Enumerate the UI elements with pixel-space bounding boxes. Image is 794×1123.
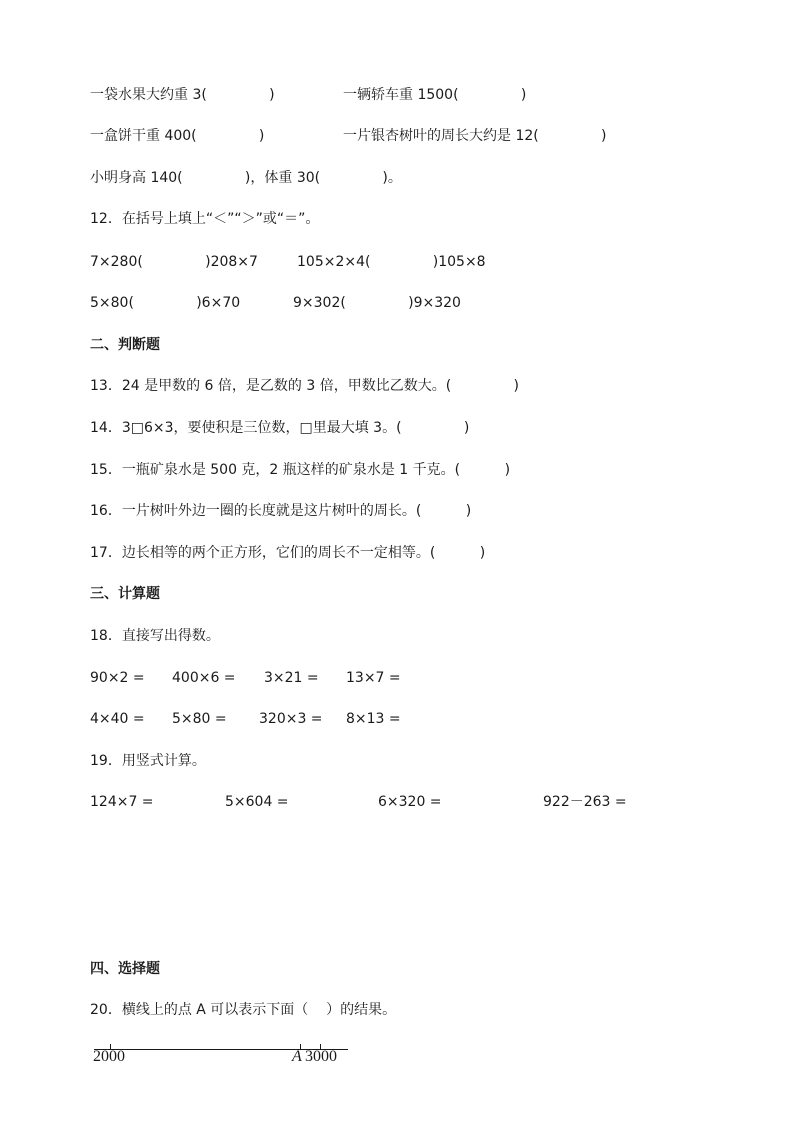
compare-3: 5×80( )6×70 — [90, 295, 241, 311]
vertical-calc-2: 5×604 = — [225, 794, 289, 810]
question-ginkgo-leaf: 一片银杏树叶的周长大约是 12( ) — [343, 128, 607, 144]
question-xiaoming-height: 小明身高 140( )，体重 30( )。 — [90, 170, 402, 186]
compare-4: 9×302( )9×320 — [293, 295, 461, 311]
oral-calc-1: 90×2 = — [90, 670, 145, 686]
vertical-calc-3: 6×320 = — [378, 794, 442, 810]
label-point-a: A — [292, 1048, 302, 1065]
oral-calc-7: 320×3 = — [259, 711, 323, 727]
label-2000: 2000 — [93, 1048, 125, 1065]
vertical-calc-1: 124×7 = — [90, 794, 154, 810]
question-14: 14．3□6×3，要使积是三位数，□里最大填 3。( ) — [90, 420, 470, 436]
question-20: 20．横线上的点 A 可以表示下面（ ）的结果。 — [90, 1002, 397, 1018]
question-12-title: 12．在括号上填上“＜”“＞”或“＝”。 — [90, 211, 320, 227]
label-3000: 3000 — [305, 1048, 337, 1065]
question-13: 13．24 是甲数的 6 倍，是乙数的 3 倍，甲数比乙数大。( ) — [90, 378, 519, 394]
question-15: 15．一瓶矿泉水是 500 克，2 瓶这样的矿泉水是 1 千克。( ) — [90, 462, 511, 478]
oral-calc-3: 3×21 = — [264, 670, 319, 686]
vertical-calc-4: 922－263 = — [543, 794, 627, 810]
section-heading-judgment: 二、判断题 — [90, 337, 160, 353]
compare-1: 7×280( )208×7 — [90, 254, 258, 270]
number-line — [88, 1040, 350, 1070]
question-17: 17．边长相等的两个正方形，它们的周长不一定相等。( ) — [90, 545, 486, 561]
oral-calc-6: 5×80 = — [172, 711, 227, 727]
section-heading-choice: 四、选择题 — [90, 961, 160, 977]
question-car-weight: 一辆轿车重 1500( ) — [343, 87, 527, 103]
oral-calc-8: 8×13 = — [346, 711, 401, 727]
question-19: 19．用竖式计算。 — [90, 753, 206, 769]
oral-calc-5: 4×40 = — [90, 711, 145, 727]
question-16: 16．一片树叶外边一圈的长度就是这片树叶的周长。( ) — [90, 503, 472, 519]
question-fruit-weight: 一袋水果大约重 3( ) — [90, 87, 275, 103]
oral-calc-2: 400×6 = — [172, 670, 236, 686]
compare-2: 105×2×4( )105×8 — [297, 254, 486, 270]
question-18: 18．直接写出得数。 — [90, 628, 220, 644]
question-biscuit-weight: 一盒饼干重 400( ) — [90, 128, 265, 144]
oral-calc-4: 13×7 = — [346, 670, 401, 686]
section-heading-calculation: 三、计算题 — [90, 586, 160, 602]
